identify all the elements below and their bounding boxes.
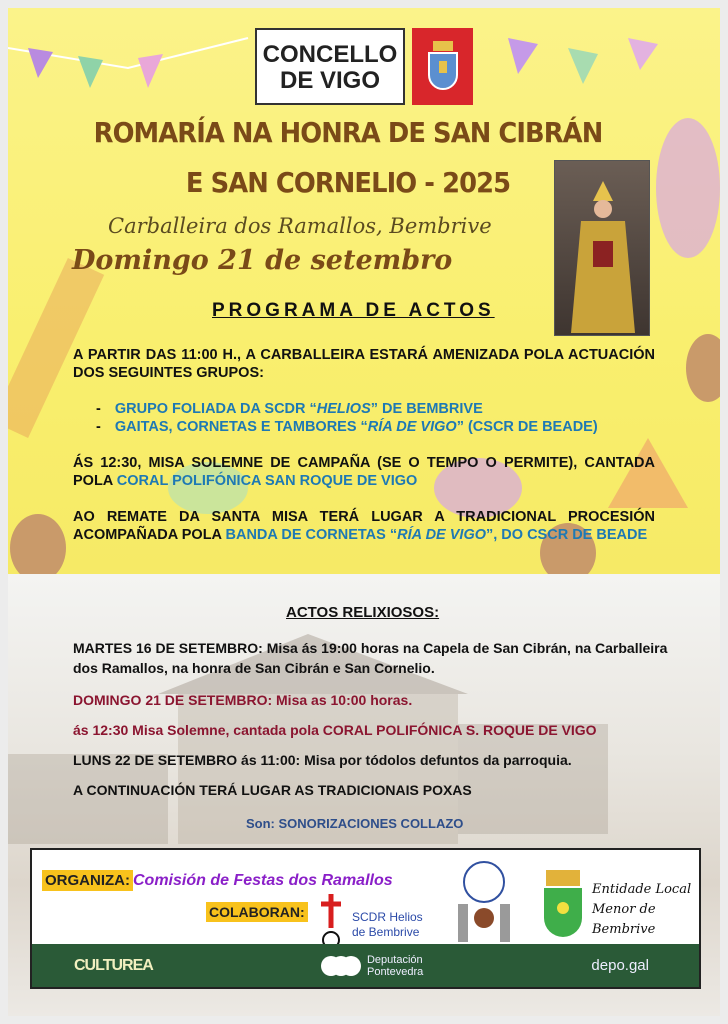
entidade-local-label: Entidade Local Menor de Bembrive [592, 882, 692, 937]
sound-credit: Son: SONORIZACIONES COLLAZO [246, 816, 464, 831]
scdr-helios-label: SCDR Helios de Bembrive [352, 910, 423, 939]
group-text: GAITAS, CORNETAS E TAMBORES “ [114, 419, 368, 435]
logo-text-line1: CONCELLO [262, 41, 398, 68]
event-title-line2: E SAN CORNELIO - 2025 [185, 166, 511, 199]
event-place: Carballeira dos Ramallos, Bembrive [108, 214, 492, 238]
group-text: GRUPO FOLIADA DA SCDR “ [114, 401, 317, 417]
concello-de-vigo-logo [255, 28, 405, 105]
logo-text-line2: DE VIGO [279, 67, 381, 94]
colaboran-label: COLABORAN: [206, 902, 308, 922]
organizer-name: Comisión de Festas dos Ramallos [133, 872, 393, 889]
scdr-helios-logo-icon [316, 892, 346, 950]
mass-text: ÁS 12:30, MISA SOLEMNE DE CAMPAÑA (SE O TEMPO O PERMITE), CANTADA POLA CORAL POLIFÓNICA SAN ROQUE DE VIGO [73, 455, 655, 489]
religious-item: LUNS 22 DE SETEMBRO ás 11:00: Misa por tódolos defuntos da parroquia. [73, 752, 572, 768]
culturea-logo: CULTUREA [74, 956, 153, 974]
group-list-item: - GAITAS, CORNETAS E TAMBORES “RÍA DE VIGO” (CSCR DE BEADE) [96, 419, 598, 435]
poster-top-section [8, 8, 720, 574]
poster [8, 8, 720, 1016]
group-text: ” (CSCR DE BEADE) [456, 419, 598, 435]
intro-text: A PARTIR DAS 11:00 H., A CARBALLEIRA ESTARÁ AMENIZADA POLA ACTUACIÓN DOS SEGUINTES GRUPOS: [73, 347, 655, 381]
vigo-coat-of-arms-icon [412, 28, 473, 105]
group-list-item: - GRUPO FOLIADA DA SCDR “HELIOS” DE BEMBRIVE [96, 401, 483, 417]
organiza-label: ORGANIZA: [42, 870, 133, 891]
group-name: RÍA DE VIGO [367, 419, 457, 435]
program-heading: PROGRAMA DE ACTOS [212, 300, 495, 321]
deputacion-icon [321, 952, 361, 980]
organiza-row [42, 872, 393, 890]
sponsors-footer [30, 848, 701, 989]
depo-gal-logo: depo.gal [591, 957, 649, 974]
procession-text: AO REMATE DA SANTA MISA TERÁ LUGAR A TRADICIONAL PROCESIÓN ACOMPAÑADA POLA BANDA DE CORNETAS “RÍA DE VIGO”, DO CSCR DE BEADE [73, 509, 655, 543]
asociacion-vecinos-logo-icon [452, 860, 516, 946]
sponsor-band [32, 944, 699, 987]
group-text: ” DE BEMBRIVE [370, 401, 483, 417]
bembrive-coat-of-arms-icon [540, 868, 586, 942]
choir-name: CORAL POLIFÓNICA SAN ROQUE DE VIGO [116, 473, 418, 489]
event-date: Domingo 21 de setembro [72, 245, 453, 276]
deputacion-logo: Deputación Pontevedra [321, 952, 423, 980]
religious-acts-heading: ACTOS RELIXIOSOS: [286, 604, 440, 621]
religious-item: MARTES 16 DE SETEMBRO: Misa ás 19:00 horas na Capela de San Cibrán, na Carballeira dos Ramallos, na honra de San Cibrán e San Cornelio. [73, 640, 668, 676]
religious-item: A CONTINUACIÓN TERÁ LUGAR AS TRADICIONAIS POXAS [73, 782, 472, 798]
saint-image [554, 160, 650, 336]
religious-item: DOMINGO 21 DE SETEMBRO: Misa as 10:00 horas. [73, 692, 413, 708]
group-name: HELIOS [316, 401, 371, 417]
event-title-line1: ROMARÍA NA HONRA DE SAN CIBRÁN [93, 116, 603, 149]
religious-item: ás 12:30 Misa Solemne, cantada pola CORAL POLIFÓNICA S. ROQUE DE VIGO [73, 722, 597, 738]
